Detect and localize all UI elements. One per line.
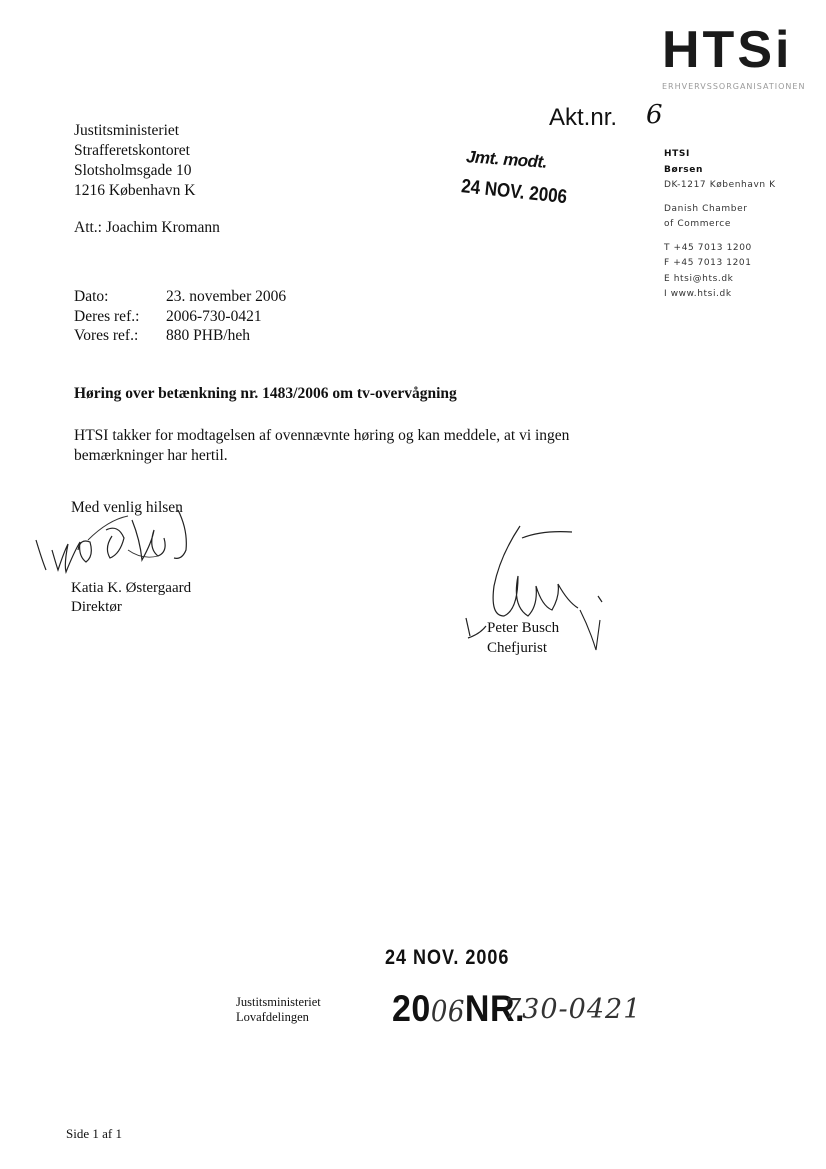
sender-web: I www.htsi.dk xyxy=(664,289,732,299)
htsi-logo: HTSi xyxy=(662,21,793,79)
sender-org-line: Danish Chamber xyxy=(664,203,748,214)
sender-fax: F +45 7013 1201 xyxy=(664,258,752,268)
department-line: Lovafdelingen xyxy=(236,1010,309,1024)
sender-address: DK-1217 København K xyxy=(664,180,776,190)
received-stamp-date: 24 NOV. 2006 xyxy=(460,175,569,208)
registration-stamp-date: 24 NOV. 2006 xyxy=(385,944,510,969)
signatory-1 xyxy=(71,579,191,617)
sender-name: HTSI xyxy=(664,149,690,159)
recipient-address xyxy=(74,121,195,201)
recipient-line: Strafferetskontoret xyxy=(74,142,190,159)
registration-year-printed: 20 xyxy=(392,988,431,1030)
recipient-line: Slotsholmsgade 10 xyxy=(74,162,192,179)
received-stamp-label: Jmt. modt. xyxy=(465,147,548,172)
date-value: 23. november 2006 xyxy=(166,288,287,305)
greeting: Med venlig hilsen xyxy=(71,499,183,516)
recipient-line: Justitsministeriet xyxy=(74,122,180,139)
sender-phone: T +45 7013 1200 xyxy=(664,242,752,253)
logo-tagline: ERHVERVSSORGANISATIONEN xyxy=(662,82,806,91)
our-ref-value: 880 PHB/heh xyxy=(166,327,250,344)
our-ref-label: Vores ref.: xyxy=(74,327,139,344)
their-ref-value: 2006-730-0421 xyxy=(166,307,262,325)
akt-number-handwritten: 6 xyxy=(646,100,663,130)
recipient-line: 1216 København K xyxy=(74,182,196,199)
letter-subject: Høring over betænkning nr. 1483/2006 om tv-overvågning xyxy=(74,385,457,402)
reference-block xyxy=(74,287,286,346)
registration-case-number-handwritten: 730-0421 xyxy=(504,994,642,1025)
signatory-1-name: Katia K. Østergaard xyxy=(71,580,192,596)
department-line: Justitsministeriet xyxy=(236,995,321,1009)
signatory-2 xyxy=(487,618,559,658)
sender-block xyxy=(664,147,776,303)
sender-email: E htsi@hts.dk xyxy=(664,273,734,284)
attention-line: Att.: Joachim Kromann xyxy=(74,219,220,236)
sender-org-line: of Commerce xyxy=(664,219,731,229)
registration-year-handwritten: 06 xyxy=(430,995,465,1029)
signatory-2-title: Chefjurist xyxy=(487,640,547,656)
date-label: Dato: xyxy=(74,288,109,305)
registration-nr-label: NR. xyxy=(464,988,525,1030)
page-number: Side 1 af 1 xyxy=(66,1126,122,1141)
akt-label: Akt.nr. xyxy=(549,104,618,131)
letter-body: HTSI takker for modtagelsen af ovennævnte høring og kan meddele, at vi ingen bemærkninger har hertil. xyxy=(74,427,570,464)
their-ref-label: Deres ref.: xyxy=(74,307,140,325)
signatory-2-name: Peter Busch xyxy=(487,620,560,636)
signatory-1-title: Direktør xyxy=(71,599,122,615)
registration-stamp-department xyxy=(236,995,321,1025)
sender-building: Børsen xyxy=(664,164,703,175)
